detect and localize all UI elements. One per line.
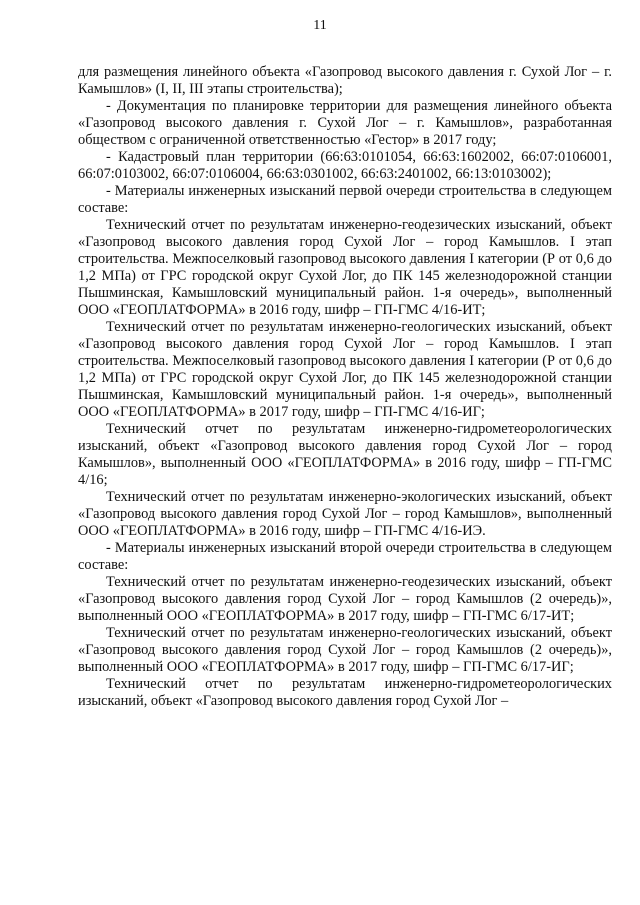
paragraph-first-stage-surveys: - Материалы инженерных изысканий первой очереди строительства в следующем составе:: [78, 183, 612, 216]
paragraph-second-stage-surveys: - Материалы инженерных изысканий второй очереди строительства в следующем составе:: [78, 540, 612, 573]
paragraph-geological-report-stage2: Технический отчет по результатам инженерно-геологических изысканий, объект «Газопровод высокого давления город Сухой Лог – город Камышлов (2 очередь)», выполненный ООО «ГЕОПЛАТФОРМА» в 2017 году, шифр – ГП-ГМС 6/17-ИГ;: [78, 625, 612, 675]
paragraph-hydrometeorological-report-stage2: Технический отчет по результатам инженерно-гидрометеорологических изысканий, объект «Газопровод высокого давления город Сухой Лог –: [78, 676, 612, 709]
document-body: [78, 64, 612, 710]
paragraph-continuation: для размещения линейного объекта «Газопровод высокого давления г. Сухой Лог – г. Камышлов» (I, II, III этапы строительства);: [78, 64, 612, 97]
paragraph-geodetic-report-stage1: Технический отчет по результатам инженерно-геодезических изысканий, объект «Газопровод высокого давления город Сухой Лог – город Камышлов. I этап строительства. Межпоселковый газопровод высокого давления I категории (Р от 0,6 до 1,2 МПа) от ГРС городской округ Сухой Лог, до ПК 145 железнодорожной станции Пышминская, Камышловский муниципальный район. 1-я очередь», выполненный ООО «ГЕОПЛАТФОРМА» в 2016 году, шифр – ГП-ГМС 4/16-ИТ;: [78, 217, 612, 318]
paragraph-geological-report-stage1: Технический отчет по результатам инженерно-геологических изысканий, объект «Газопровод высокого давления город Сухой Лог – город Камышлов. I этап строительства. Межпоселковый газопровод высокого давления I категории (Р от 0,6 до 1,2 МПа) от ГРС городской округ Сухой Лог, до ПК 145 железнодорожной станции Пышминская, Камышловский муниципальный район. 1-я очередь», выполненный ООО «ГЕОПЛАТФОРМА» в 2017 году, шифр – ГП-ГМС 4/16-ИГ;: [78, 319, 612, 420]
paragraph-hydrometeorological-report-stage1: Технический отчет по результатам инженерно-гидрометеорологических изысканий, объект «Газопровод высокого давления город Сухой Лог – город Камышлов», выполненный ООО «ГЕОПЛАТФОРМА» в 2016 году, шифр – ГП-ГМС 4/16;: [78, 421, 612, 488]
paragraph-ecological-report-stage1: Технический отчет по результатам инженерно-экологических изысканий, объект «Газопровод высокого давления город Сухой Лог – город Камышлов», выполненный ООО «ГЕОПЛАТФОРМА» в 2016 году, шифр – ГП-ГМС 4/16-ИЭ.: [78, 489, 612, 539]
paragraph-cadastral-plan: - Кадастровый план территории (66:63:0101054, 66:63:1602002, 66:07:0106001, 66:07:0103002, 66:07:0106004, 66:63:0301002, 66:63:2401002, 66:13:0103002);: [78, 149, 612, 182]
paragraph-geodetic-report-stage2: Технический отчет по результатам инженерно-геодезических изысканий, объект «Газопровод высокого давления город Сухой Лог – город Камышлов (2 очередь)», выполненный ООО «ГЕОПЛАТФОРМА» в 2017 году, шифр – ГП-ГМС 6/17-ИТ;: [78, 574, 612, 624]
page-number: 11: [313, 18, 327, 33]
paragraph-planning-documentation: - Документация по планировке территории для размещения линейного объекта «Газопровод высокого давления г. Сухой Лог – г. Камышлов», разработанная обществом с ограниченной ответственностью «Гестор» в 2017 году;: [78, 98, 612, 148]
